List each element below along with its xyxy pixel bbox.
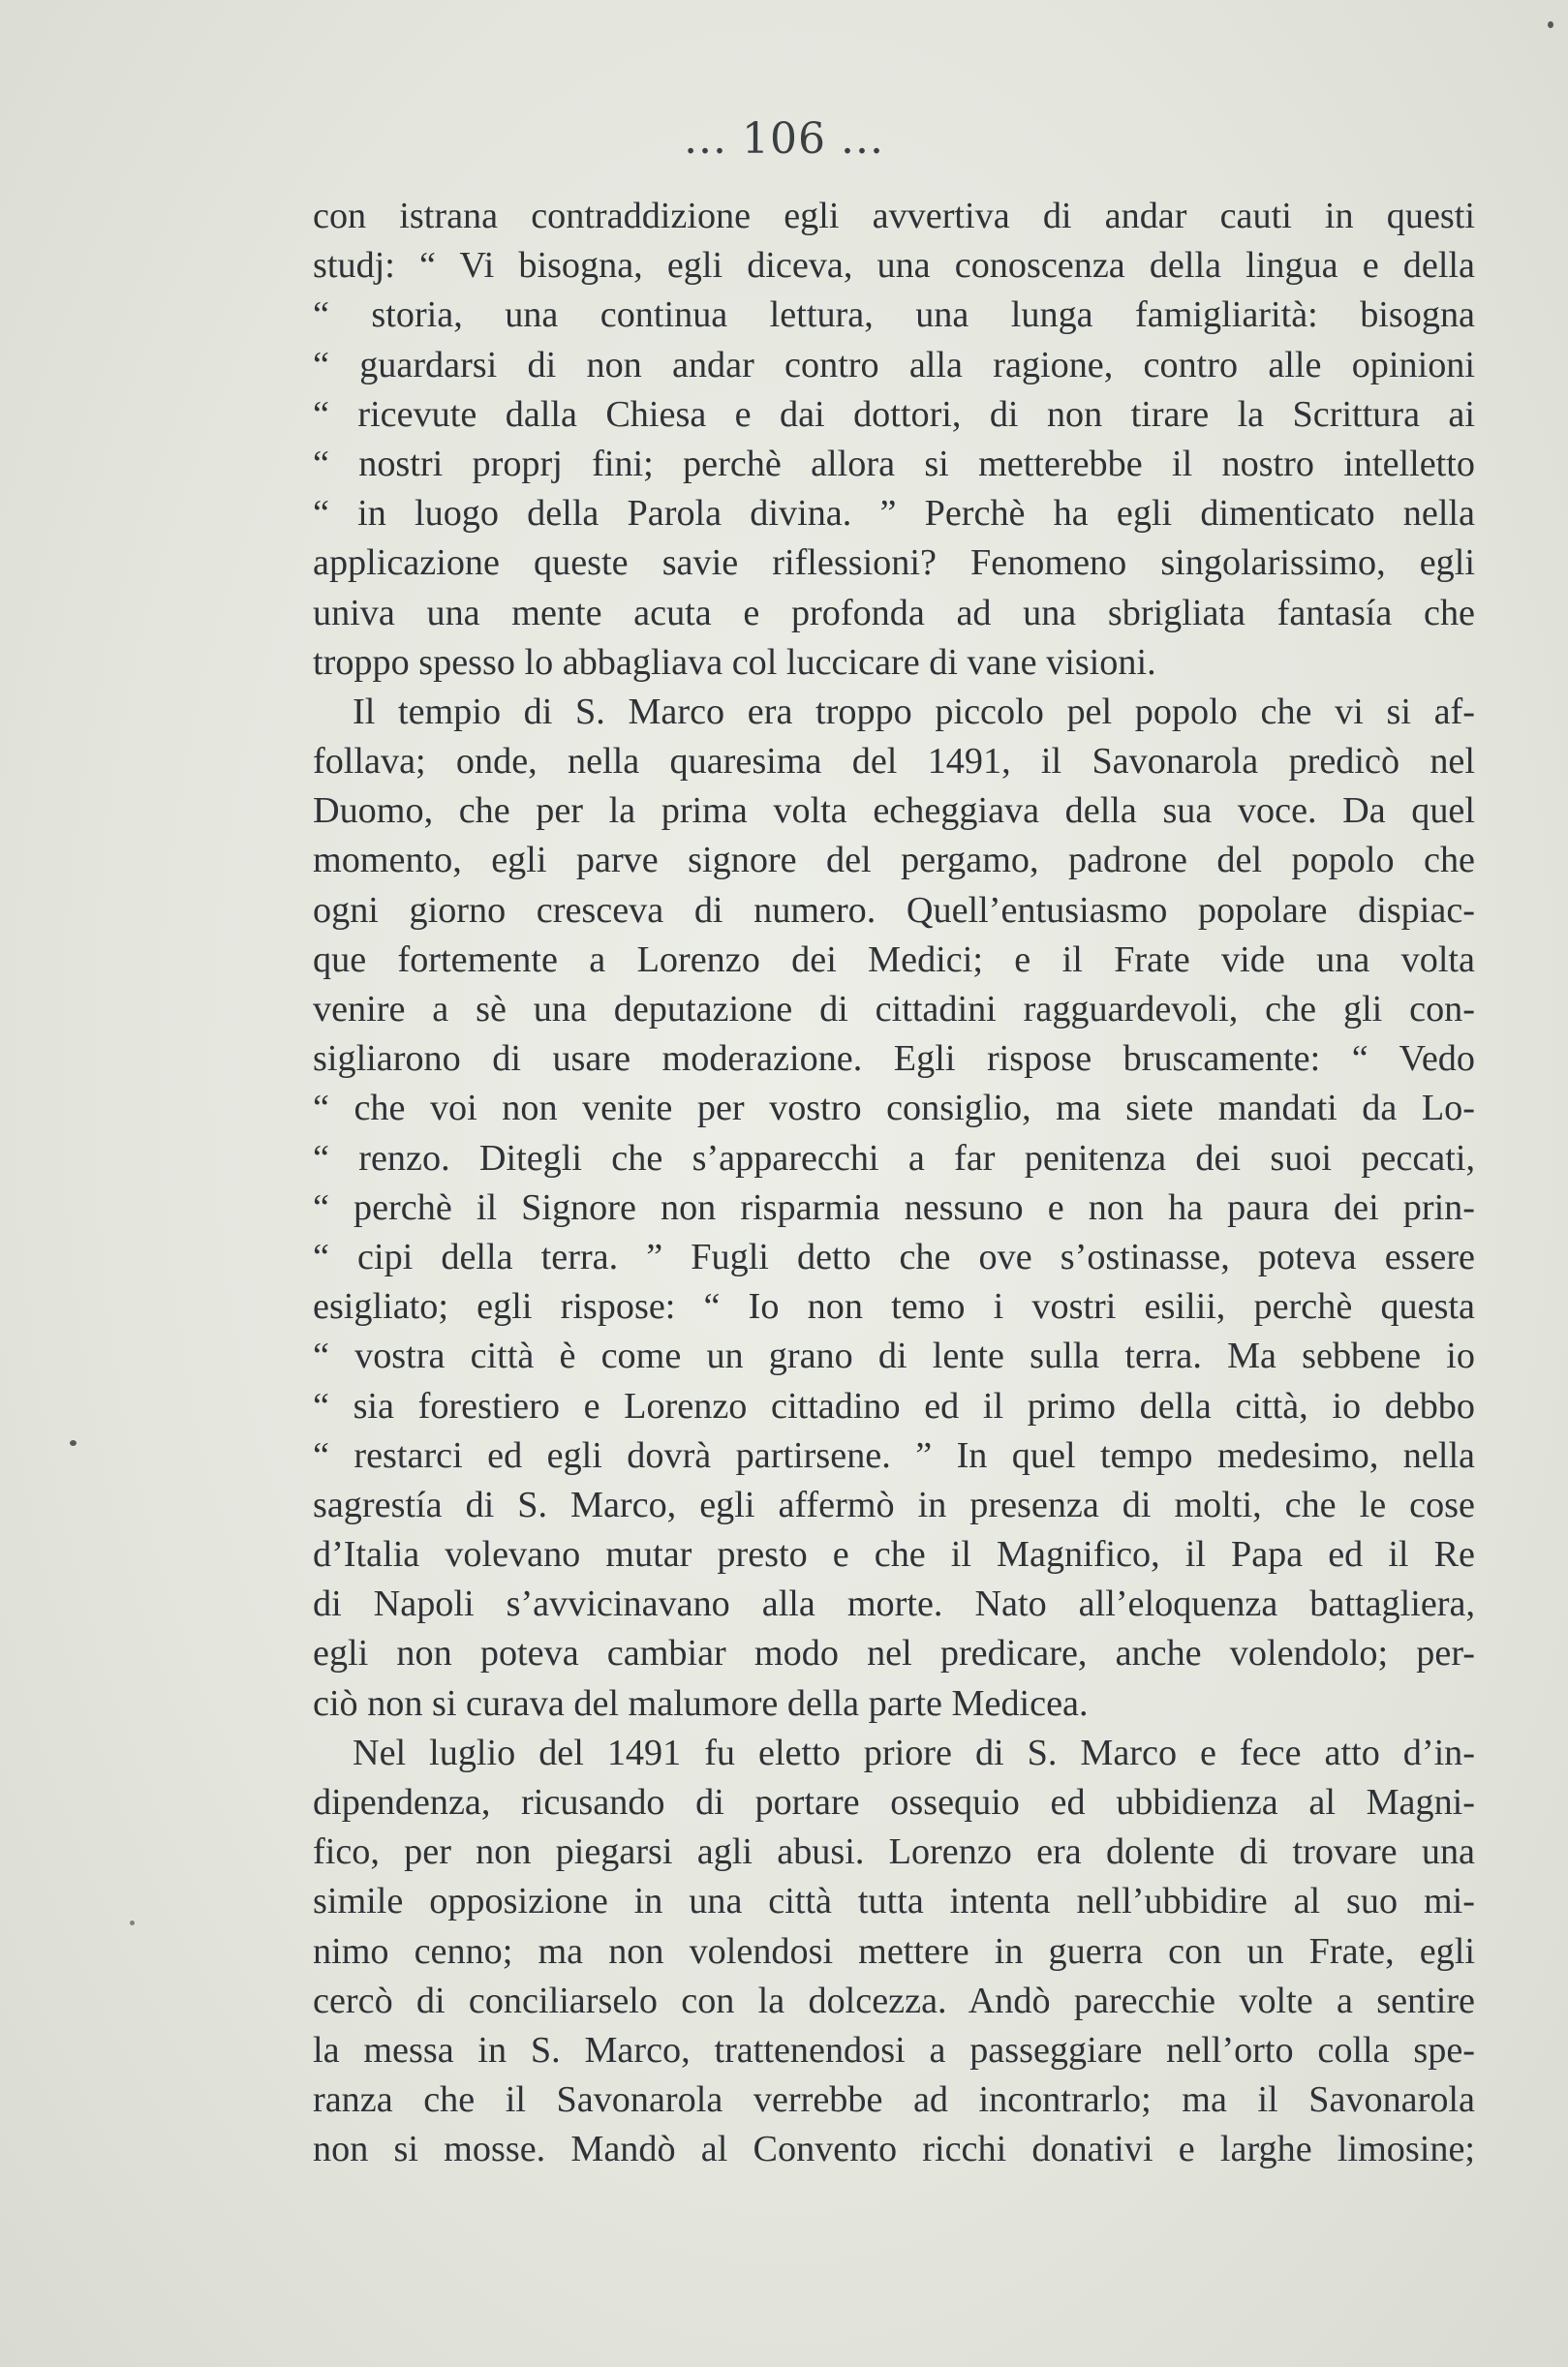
text-line: “ perchè il Signore non risparmia nessuno e non ha paura dei prin-	[313, 1186, 1475, 1228]
text-line: “ renzo. Ditegli che s’apparecchi a far penitenza dei suoi peccati,	[313, 1137, 1475, 1179]
text-line: Duomo, che per la prima volta echeggiava della sua voce. Da quel	[313, 790, 1475, 832]
text-line: “ cipi della terra. ” Fugli detto che ove s’ostinasse, poteva essere	[313, 1236, 1475, 1277]
paper-speck	[130, 1921, 135, 1925]
text-line: Il tempio di S. Marco era troppo piccolo pel popolo che vi si af-	[353, 691, 1475, 732]
text-line: “ vostra città è come un grano di lente sulla terra. Ma sebbene io	[313, 1336, 1475, 1377]
text-line: ciò non si curava del malumore della parte Medicea.	[313, 1682, 1089, 1724]
text-line: troppo spesso lo abbagliava col luccicare di vane visioni.	[313, 641, 1156, 683]
text-line: la messa in S. Marco, trattenendosi a passeggiare nell’orto colla spe-	[313, 2029, 1475, 2071]
text-line: egli non poteva cambiar modo nel predicare, anche volendolo; per-	[313, 1633, 1475, 1675]
paper-speck	[1548, 21, 1553, 28]
text-line: momento, egli parve signore del pergamo, padrone del popolo che	[313, 840, 1475, 881]
text-line: Nel luglio del 1491 fu eletto priore di S. Marco e fece atto d’in-	[353, 1732, 1475, 1773]
text-line: sagrestía di S. Marco, egli affermò in presenza di molti, che le cose	[313, 1484, 1475, 1525]
text-line: univa una mente acuta e profonda ad una sbrigliata fantasía che	[313, 592, 1475, 633]
paper-speck	[70, 1440, 77, 1446]
text-line: “ in luogo della Parola divina. ” Perchè ha egli dimenticato nella	[313, 493, 1475, 535]
text-line: “ nostri proprj fini; perchè allora si metterebbe il nostro intelletto	[313, 443, 1475, 484]
text-line: “ ricevute dalla Chiesa e dai dottori, di non tirare la Scrittura ai	[313, 393, 1475, 435]
text-line: applicazione queste savie riflessioni? Fenomeno singolarissimo, egli	[313, 542, 1475, 584]
text-line: cercò di conciliarselo con la dolcezza. Andò parecchie volte a sentire	[313, 1980, 1475, 2021]
text-line: “ storia, una continua lettura, una lunga famigliarità: bisogna	[313, 294, 1475, 336]
text-line: dipendenza, ricusando di portare ossequio ed ubbidienza al Magni-	[313, 1782, 1475, 1823]
page-number: ... 106 ...	[684, 114, 884, 164]
text-line: fico, per non piegarsi agli abusi. Lorenzo era dolente di trovare una	[313, 1831, 1475, 1873]
text-line: con istrana contraddizione egli avvertiva di andar cauti in questi	[313, 196, 1475, 236]
text-line: venire a sè una deputazione di cittadini ragguardevoli, che gli con-	[313, 989, 1475, 1030]
text-line: di Napoli s’avvicinavano alla morte. Nato all’eloquenza battagliera,	[313, 1583, 1475, 1625]
text-line: “ sia forestiero e Lorenzo cittadino ed il primo della città, io debbo	[313, 1385, 1475, 1427]
text-line: “ guardarsi di non andar contro alla ragione, contro alle opinioni	[313, 344, 1475, 385]
text-line: que fortemente a Lorenzo dei Medici; e il Frate vide una volta	[313, 938, 1475, 980]
text-line: esigliato; egli rispose: “ Io non temo i vostri esilii, perchè questa	[313, 1286, 1475, 1328]
text-line: non si mosse. Mandò al Convento ricchi donativi e larghe limosine;	[313, 2129, 1475, 2170]
text-line: nimo cenno; ma non volendosi mettere in guerra con un Frate, egli	[313, 1930, 1475, 1972]
text-line: d’Italia volevano mutar presto e che il Magnifico, il Papa ed il Re	[313, 1534, 1475, 1576]
text-line: studj: “ Vi bisogna, egli diceva, una conoscenza della lingua e della	[313, 245, 1475, 287]
body-text	[313, 192, 1475, 2175]
text-line: ogni giorno cresceva di numero. Quell’entusiasmo popolare dispiac-	[313, 889, 1475, 931]
text-line: “ che voi non venite per vostro consiglio, ma siete mandati da Lo-	[313, 1088, 1475, 1129]
text-line: sigliarono di usare moderazione. Egli rispose bruscamente: “ Vedo	[313, 1038, 1475, 1080]
text-line: follava; onde, nella quaresima del 1491, il Savonarola predicò nel	[313, 741, 1475, 783]
text-line: simile opposizione in una città tutta intenta nell’ubbidire al suo mi-	[313, 1881, 1475, 1922]
text-line: “ restarci ed egli dovrà partirsene. ” In quel tempo medesimo, nella	[313, 1434, 1475, 1476]
text-line: ranza che il Savonarola verrebbe ad incontrarlo; ma il Savonarola	[313, 2079, 1475, 2121]
